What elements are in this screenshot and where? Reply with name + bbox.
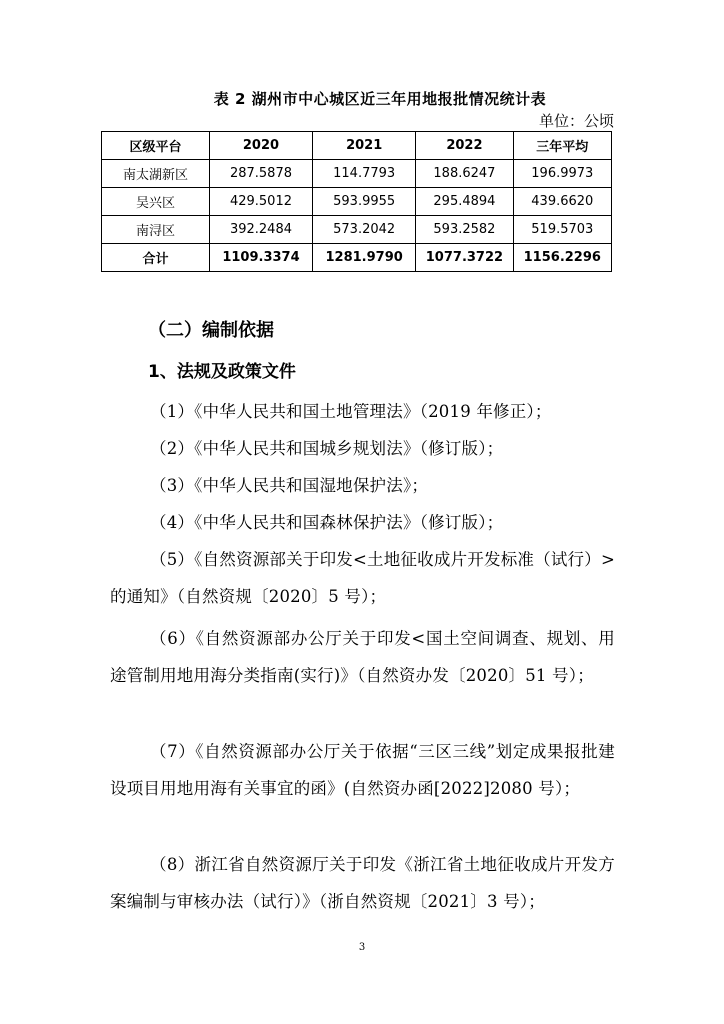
list-item: （2）《中华人民共和国城乡规划法》（修订版）； (150, 439, 504, 458)
section-heading: （二）编制依据 (148, 320, 274, 341)
header-cell: 2022 (416, 132, 513, 160)
table-cell: 439.6620 (513, 188, 611, 216)
list-item: （1）《中华人民共和国土地管理法》（2019 年修正）； (150, 402, 552, 421)
header-cell: 三年平均 (513, 132, 611, 160)
table-row (102, 160, 612, 188)
table-cell: 593.9955 (313, 188, 416, 216)
land-approval-table (101, 131, 612, 272)
list-item: （8）浙江省自然资源厅关于印发《浙江省土地征收成片开发方案编制与审核办法（试行）》（浙自然资规〔2021〕3 号）； (110, 855, 615, 911)
table-header-row (102, 132, 612, 160)
list-item: （5）《自然资源部关于印发<土地征收成片开发标准（试行）> 的通知》（自然资规〔2020〕5 号）； (110, 550, 615, 606)
table-cell: 188.6247 (416, 160, 513, 188)
table-cell: 287.5878 (209, 160, 312, 188)
table-total-row (102, 244, 612, 272)
table-cell: 1281.9790 (313, 244, 416, 272)
table-cell: 573.2042 (313, 216, 416, 244)
table-cell: 吴兴区 (102, 188, 210, 216)
sub-heading: 1、法规及政策文件 (148, 362, 296, 382)
list-item: （7）《自然资源部办公厅关于依据“三区三线”划定成果报批建设项目用地用海有关事宜的函》(自然资办函[2022]2080 号）； (110, 742, 615, 798)
table-cell: 196.9973 (513, 160, 611, 188)
table-cell: 593.2582 (416, 216, 513, 244)
table-cell: 114.7793 (313, 160, 416, 188)
page-number: 3 (358, 942, 366, 953)
table-title: 表 2 湖州市中心城区近三年用地报批情况统计表 (213, 90, 547, 108)
list-item: （3）《中华人民共和国湿地保护法》； (150, 476, 429, 495)
header-cell: 2021 (313, 132, 416, 160)
table-row (102, 216, 612, 244)
table-cell: 1077.3722 (416, 244, 513, 272)
table-row (102, 188, 612, 216)
table-cell: 南太湖新区 (102, 160, 210, 188)
list-item: （4）《中华人民共和国森林保护法》（修订版）； (150, 513, 504, 532)
table-cell: 429.5012 (209, 188, 312, 216)
header-cell: 2020 (209, 132, 312, 160)
table-cell: 南浔区 (102, 216, 210, 244)
table-cell: 295.4894 (416, 188, 513, 216)
table-cell: 1109.3374 (209, 244, 312, 272)
list-item: （6）《自然资源部办公厅关于印发<国土空间调查、规划、用途管制用地用海分类指南(实行)》（自然资办发〔2020〕51 号）； (110, 629, 615, 685)
header-cell: 区级平台 (102, 132, 210, 160)
table-cell: 519.5703 (513, 216, 611, 244)
table-unit: 单位：公顷 (538, 112, 614, 130)
table-cell: 1156.2296 (513, 244, 611, 272)
table-cell: 合计 (102, 244, 210, 272)
table-cell: 392.2484 (209, 216, 312, 244)
